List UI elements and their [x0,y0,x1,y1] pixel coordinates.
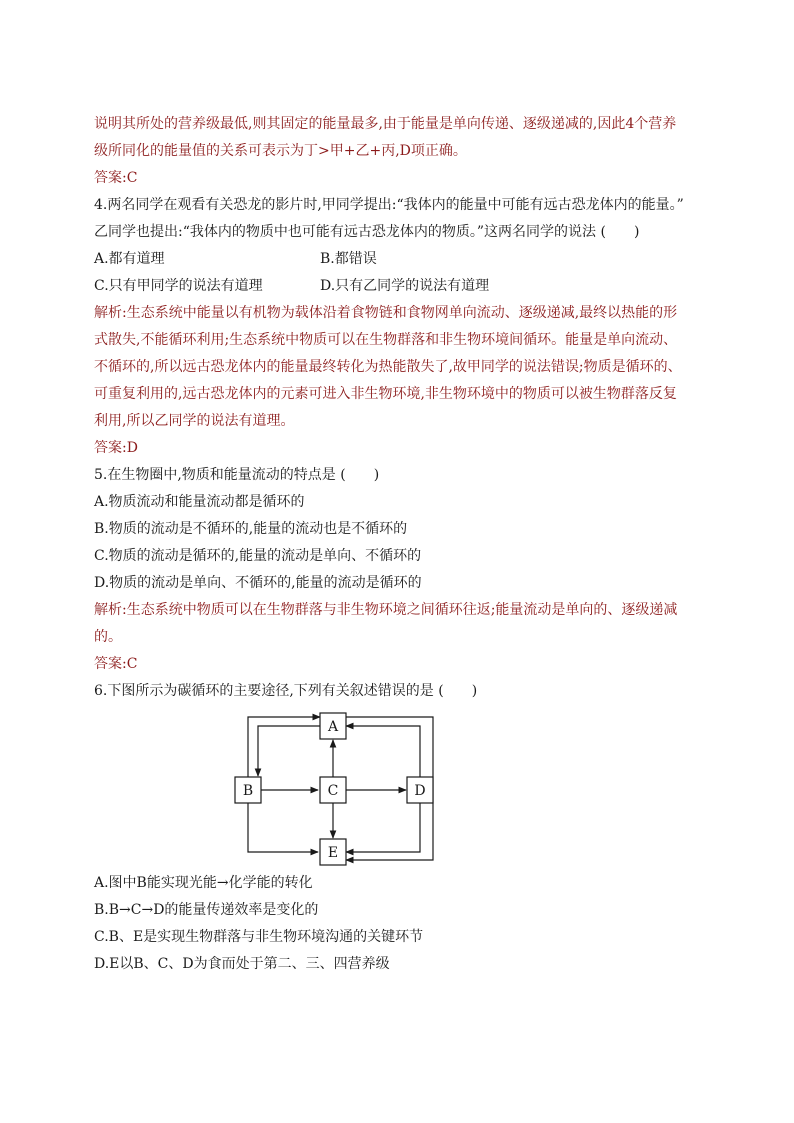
arrow-b-to-e [248,803,318,852]
explanation-line: 级所同化的能量值的关系可表示为丁>甲+乙+丙,D项正确。 [94,143,467,159]
arrow-d-to-a [346,726,420,778]
answer-line: 答案:C [94,656,138,672]
question-5-stem: 5.在生物圈中,物质和能量流动的特点是 ( ) [94,467,380,483]
option-b: B.都错误 [320,251,377,267]
option-c: C.B、E是实现生物群落与非生物环境沟通的关键环节 [94,929,424,945]
explanation-line: 解析:生态系统中物质可以在生物群落与非生物环境之间循环往返;能量流动是单向的、逐级递减 [94,602,678,618]
node-e-label: E [327,845,339,861]
explanation-line: 解析:生态系统中能量以有机物为载体沿着食物链和食物网单向流动、逐级递减,最终以热能的形 [94,305,678,321]
option-d: D.物质的流动是单向、不循环的,能量的流动是循环的 [94,575,422,591]
option-d: D.只有乙同学的说法有道理 [320,278,490,294]
option-d: D.E以B、C、D为食而处于第二、三、四营养级 [94,956,390,972]
answer-line: 答案:C [94,170,138,186]
option-b: B.物质的流动是不循环的,能量的流动也是不循环的 [94,521,408,537]
question-6-stem: 6.下图所示为碳循环的主要途径,下列有关叙述错误的是 ( ) [94,683,478,699]
node-c [320,777,346,803]
explanation-line: 可重复利用的,远古恐龙体内的元素可进入非生物环境,非生物环境中的物质可以被生物群落反复 [94,386,677,402]
option-b: B.B→C→D的能量传递效率是变化的 [94,902,319,918]
option-c: C.物质的流动是循环的,能量的流动是单向、不循环的 [94,548,422,564]
question-4-stem: 乙同学也提出:“我体内的物质中也可能有远古恐龙体内的物质。”这两名同学的说法 ( ) [94,224,640,240]
answer-line: 答案:D [94,440,138,456]
node-e [320,839,346,865]
arrow-a-to-b [258,726,320,776]
node-a [320,713,346,739]
node-d [407,777,433,803]
explanation-line: 利用,所以乙同学的说法有道理。 [94,413,295,429]
arrow-d-to-e [346,803,420,852]
option-a: A.物质流动和能量流动都是循环的 [94,494,305,510]
node-a-label: A [327,719,339,735]
node-b [235,777,261,803]
option-a: A.图中B能实现光能→化学能的转化 [94,875,313,891]
explanation-line: 的。 [94,629,122,645]
explanation-line: 不循环的,所以远古恐龙体内的能量最终转化为热能散失了,故甲同学的说法错误;物质是循环的、 [94,359,682,375]
explanation-line: 说明其所处的营养级最低,则其固定的能量最多,由于能量是单向传递、逐级递减的,因此4个营养 [94,116,677,132]
option-a: A.都有道理 [94,251,165,267]
node-b-label: B [242,783,254,799]
question-4-stem: 4.两名同学在观看有关恐龙的影片时,甲同学提出:“我体内的能量中可能有远古恐龙体内的能量。” [94,197,684,213]
node-d-label: D [414,783,426,799]
node-c-label: C [327,783,339,799]
option-c: C.只有甲同学的说法有道理 [94,278,263,294]
explanation-line: 式散失,不能循环利用;生态系统中物质可以在生物群落和非生物环境间循环。能量是单向流动、 [94,332,678,348]
